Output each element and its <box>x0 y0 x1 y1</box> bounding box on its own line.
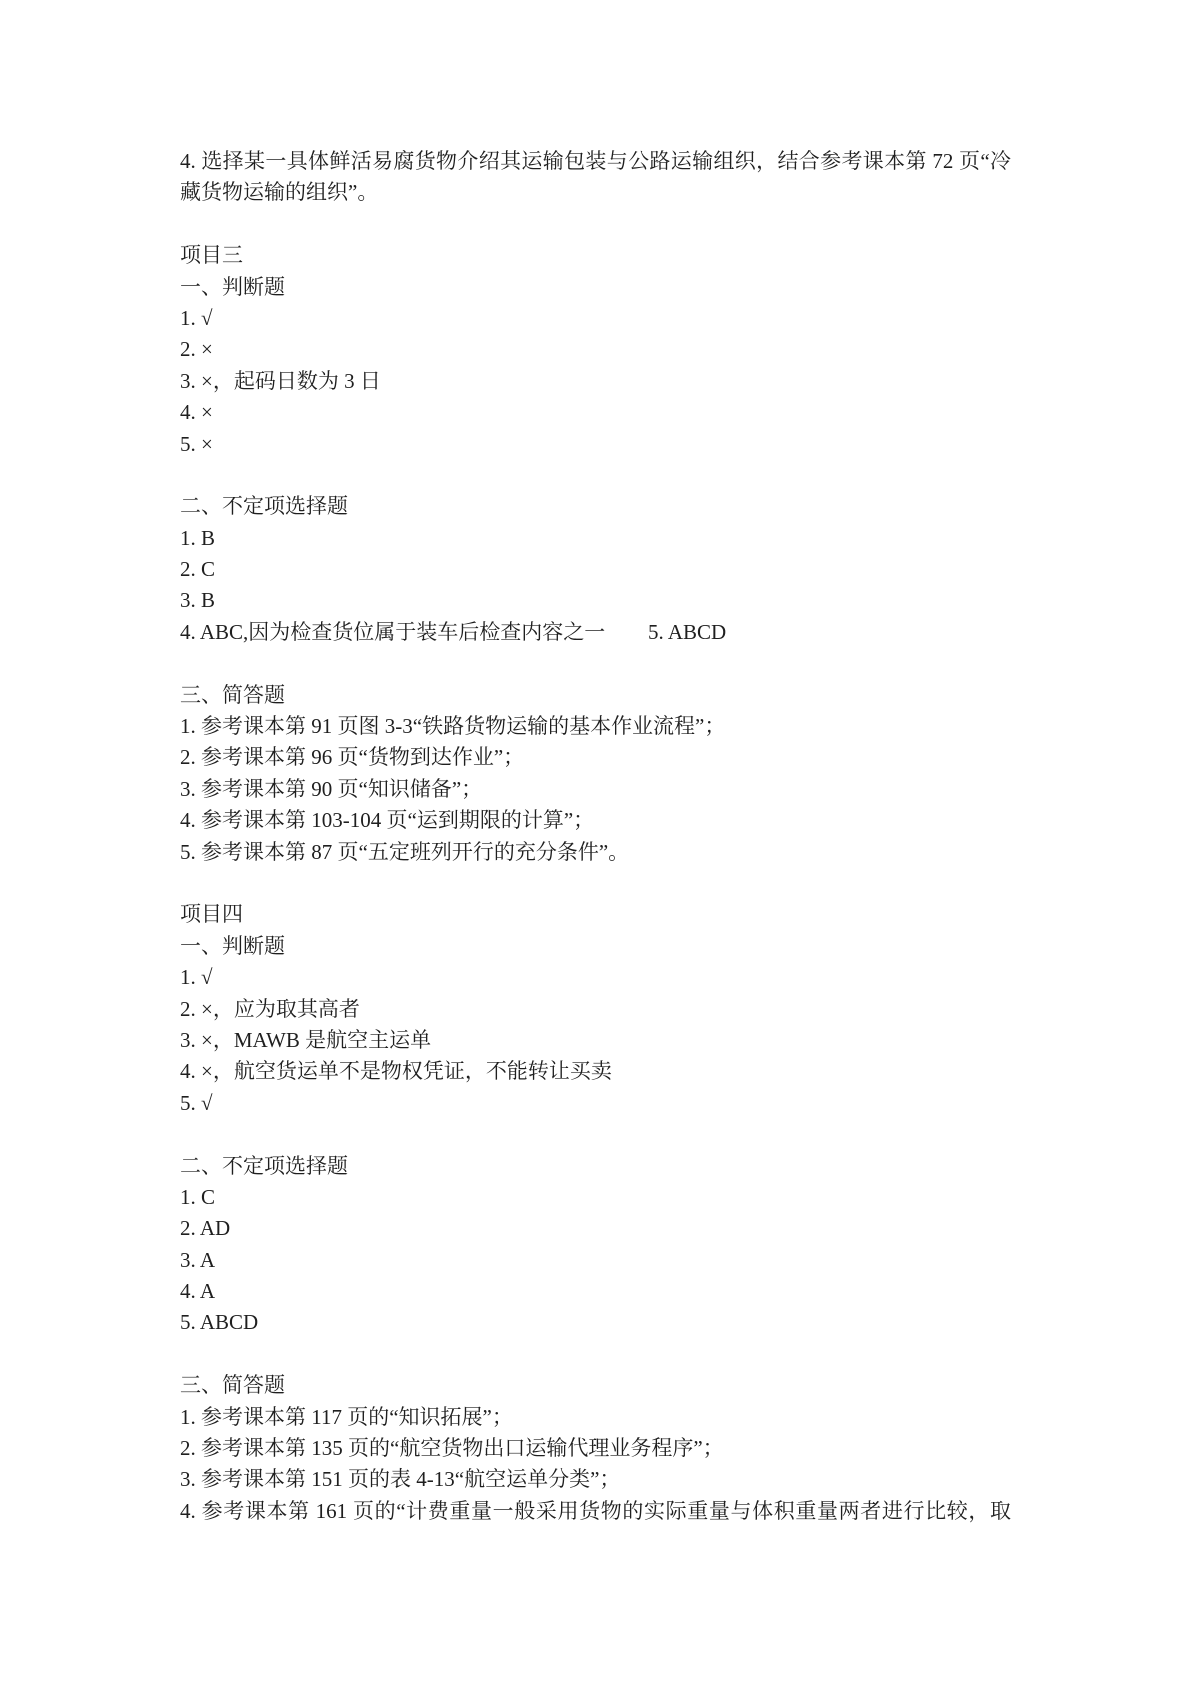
project3-short-answer-item: 2. 参考课本第 96 页“货物到达作业”； <box>180 745 525 770</box>
spacer <box>180 1119 1011 1150</box>
project4-choice-item: 1. C <box>180 1184 216 1209</box>
project4-short-answer-heading: 三、简答题 <box>180 1373 285 1398</box>
project3-judgement-item: 5. × <box>180 431 213 456</box>
project3-choice-item: 5. ABCD <box>648 619 727 644</box>
project3-choice-item: 1. B <box>180 525 216 550</box>
project4-judgement-item: 4. ×，航空货运单不是物权凭证，不能转让买卖 <box>180 1059 612 1084</box>
project3-judgement-item: 1. √ <box>180 305 213 330</box>
project4-short-answer-item: 3. 参考课本第 151 页的表 4-13“航空运单分类”； <box>180 1467 621 1492</box>
project4-judgement-item: 2. ×，应为取其高者 <box>180 996 360 1021</box>
document-page <box>180 146 1011 1527</box>
project3-choice-heading: 二、不定项选择题 <box>180 494 348 519</box>
project3-judgement-item: 2. × <box>180 337 213 362</box>
spacer <box>180 868 1011 899</box>
project4-choice-item: 3. A <box>180 1247 216 1272</box>
project3-title: 项目三 <box>180 243 243 268</box>
project4-choice-item: 5. ABCD <box>180 1310 259 1335</box>
project4-judgement-item: 5. √ <box>180 1090 213 1115</box>
project4-judgement-item: 3. ×，MAWB 是航空主运单 <box>180 1027 432 1052</box>
project3-short-answer-item: 4. 参考课本第 103-104 页“运到期限的计算”； <box>180 808 595 833</box>
project3-choice-row <box>180 617 1011 648</box>
spacer <box>180 209 1011 240</box>
intro-line-2: 藏货物运输的组织”。 <box>180 180 379 205</box>
project4-short-answer-item: 1. 参考课本第 117 页的“知识拓展”； <box>180 1404 513 1429</box>
spacer <box>180 1339 1011 1370</box>
project4-judgement-heading: 一、判断题 <box>180 933 285 958</box>
spacer <box>180 648 1011 679</box>
project4-judgement-item: 1. √ <box>180 965 213 990</box>
project3-judgement-item: 4. × <box>180 400 213 425</box>
project3-short-answer-item: 3. 参考课本第 90 页“知识储备”； <box>180 776 483 801</box>
project4-choice-item: 4. A <box>180 1279 216 1304</box>
project3-choice-item: 4. ABC,因为检查货位属于装车后检查内容之一 <box>180 619 606 644</box>
project3-judgement-heading: 一、判断题 <box>180 274 285 299</box>
project3-judgement-item: 3. ×，起码日数为 3 日 <box>180 368 381 393</box>
project4-choice-item: 2. AD <box>180 1216 231 1241</box>
project4-short-answer-item: 2. 参考课本第 135 页的“航空货物出口运输代理业务程序”； <box>180 1436 724 1461</box>
project4-short-answer-item: 4. 参考课本第 161 页的“计费重量一般采用货物的实际重量与体积重量两者进行比较，取 <box>180 1498 1011 1523</box>
project4-title: 项目四 <box>180 902 243 927</box>
spacer <box>180 460 1011 491</box>
project3-choice-item: 3. B <box>180 588 216 613</box>
project3-short-answer-item: 1. 参考课本第 91 页图 3-3“铁路货物运输的基本作业流程”； <box>180 714 726 739</box>
project3-short-answer-item: 5. 参考课本第 87 页“五定班列开行的充分条件”。 <box>180 839 630 864</box>
project3-choice-item: 2. C <box>180 557 216 582</box>
project3-short-answer-heading: 三、简答题 <box>180 682 285 707</box>
intro-line-1: 4. 选择某一具体鲜活易腐货物介绍其运输包装与公路运输组织，结合参考课本第 72 页“冷 <box>180 149 1011 173</box>
project4-choice-heading: 二、不定项选择题 <box>180 1153 348 1178</box>
